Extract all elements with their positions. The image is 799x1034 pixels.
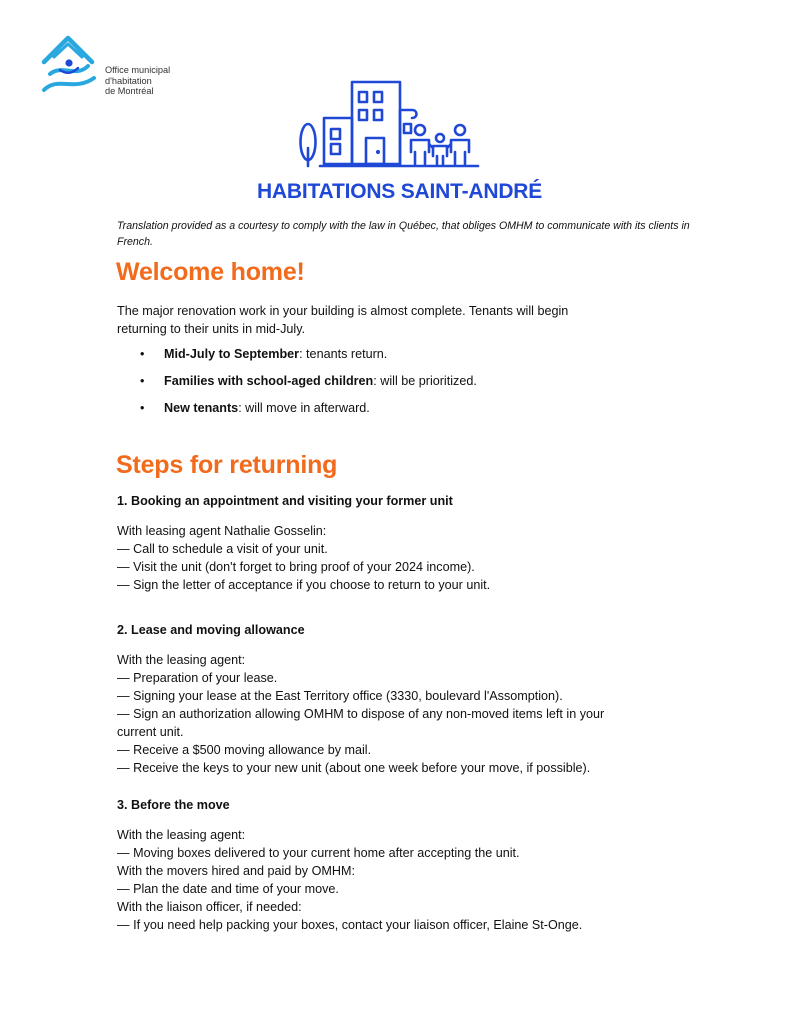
step3-line: — If you need help packing your boxes, contact your liaison officer, Elaine St-Onge. [117,918,583,932]
list-item [140,372,477,399]
omhm-house-logo-icon [38,34,102,98]
welcome-heading: Welcome home! [116,258,305,286]
step2-line: current unit. [117,725,184,739]
tall-building-icon [352,82,400,164]
translation-note: Translation provided as a courtesy to comply with the law in Québec, that obliges OMHM to communicate with its clients in French. [117,220,690,248]
bullet-icon: • [140,347,145,361]
bullet-bold: Mid-July to September [164,347,300,361]
small-building-icon [324,118,352,164]
step2-line: — Receive a $500 moving allowance by mail. [117,743,372,757]
step3-line: With the leasing agent: [117,828,246,842]
step3-line: — Moving boxes delivered to your current home after accepting the unit. [117,846,520,860]
step1-line: — Visit the unit (don't forget to bring proof of your 2024 income). [117,560,475,574]
step3-title: 3. Before the move [117,798,230,812]
step1-line: — Sign the letter of acceptance if you choose to return to your unit. [117,578,491,592]
bullet-text: : tenants return. [299,347,388,361]
logo-text [105,65,170,97]
step1-title: 1. Booking an appointment and visiting your former unit [117,494,453,508]
bullet-text: : will move in afterward. [238,401,370,415]
intro-line-2: returning to their units in mid-July. [117,322,306,336]
logo-line-3: de Montréal [105,86,154,97]
logo-line-1: Office municipal [105,65,171,75]
step3-line: With the movers hired and paid by OMHM: [117,864,355,878]
step2-line: — Receive the keys to your new unit (about one week before your move, if possible). [117,761,591,775]
tree-icon [301,124,316,166]
family-icon [411,125,469,164]
step2-line: — Sign an authorization allowing OMHM to dispose of any non-moved items left in your [117,707,605,721]
intro-line-1: The major renovation work in your building is almost complete. Tenants will begin [117,304,569,318]
bullet-bold: Families with school-aged children [164,374,374,388]
step2-line: — Signing your lease at the East Territory office (3330, boulevard l'Assomption). [117,689,563,703]
step2-line: — Preparation of your lease. [117,671,278,685]
step3-line: — Plan the date and time of your move. [117,882,339,896]
page-title: HABITATIONS SAINT-ANDRÉ [256,180,543,203]
list-item [140,345,477,372]
welcome-intro [117,302,697,338]
steps-heading: Steps for returning [116,451,338,479]
step2-body [117,651,697,777]
bullet-icon: • [140,401,145,415]
step1-line: With leasing agent Nathalie Gosselin: [117,524,327,538]
bullet-icon: • [140,374,145,388]
omhm-logo [38,34,198,98]
step1-line: — Call to schedule a visit of your unit. [117,542,328,556]
step2-title: 2. Lease and moving allowance [117,623,305,637]
step3-line: With the liaison officer, if needed: [117,900,302,914]
step2-line: With the leasing agent: [117,653,246,667]
bullet-bold: New tenants [164,401,239,415]
bullet-text: : will be prioritized. [373,374,477,388]
welcome-bullet-list [140,345,477,426]
step1-body [117,522,697,594]
step3-body [117,826,697,934]
logo-line-2: d'habitation [105,75,152,86]
building-illustration [296,78,486,175]
list-item [140,399,477,426]
